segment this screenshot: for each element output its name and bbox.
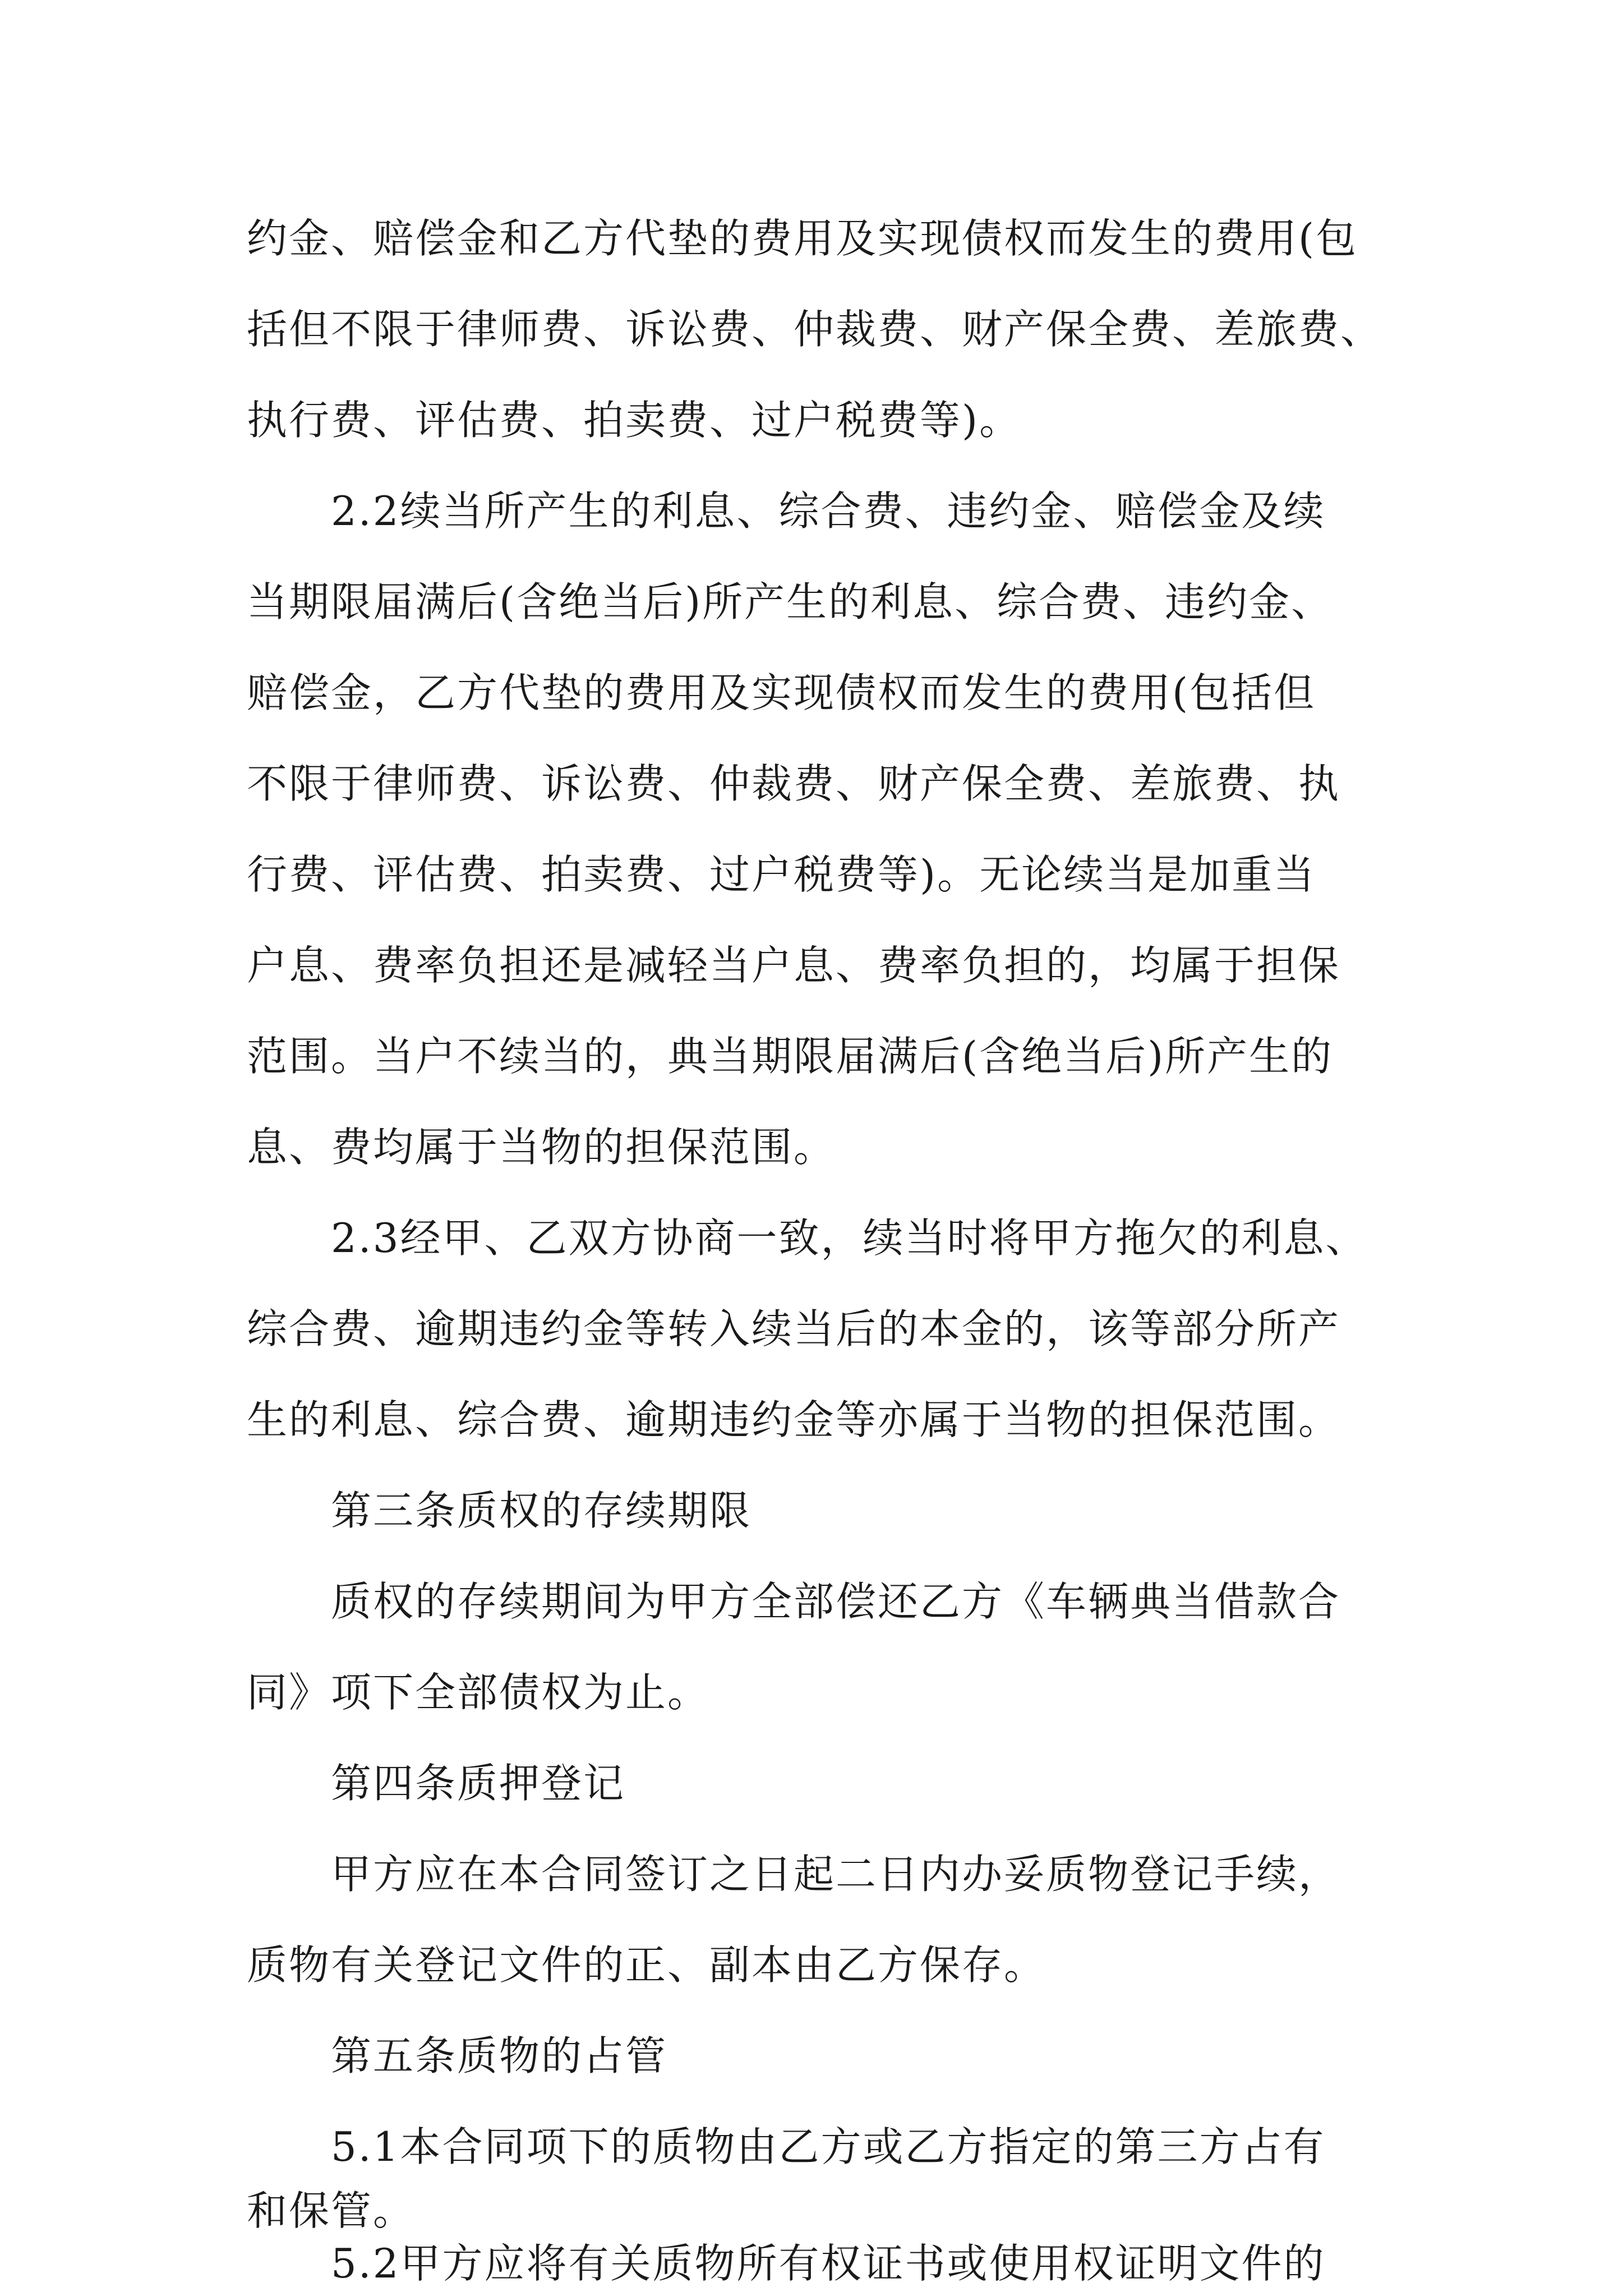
text-line: 生的利息、综合费、逾期违约金等亦属于当物的担保范围。 <box>247 1396 1341 1443</box>
text-line: 质权的存续期间为甲方全部偿还乙方《车辆典当借款合 <box>331 1578 1341 1625</box>
section-heading: 第三条质权的存续期限 <box>331 1487 752 1534</box>
text-line: 户息、费率负担还是减轻当户息、费率负担的，均属于担保 <box>247 942 1341 989</box>
text-line: 当期限届满后(含绝当后)所产生的利息、综合费、违约金、 <box>247 578 1334 625</box>
section-heading: 第四条质押登记 <box>331 1760 626 1807</box>
text-line: 执行费、评估费、拍卖费、过户税费等)。 <box>247 397 1022 444</box>
text-line: 赔偿金，乙方代垫的费用及实现债权而发生的费用(包括但 <box>247 669 1316 716</box>
text-line: 和保管。 <box>247 2187 416 2234</box>
text-line: 2.3经甲、乙双方协商一致，续当时将甲方拖欠的利息、 <box>331 1214 1368 1262</box>
section-heading: 第五条质物的占管 <box>331 2032 668 2079</box>
text-line: 质物有关登记文件的正、副本由乙方保存。 <box>247 1941 1046 1989</box>
text-line: 5.1本合同项下的质物由乙方或乙方指定的第三方占有 <box>331 2123 1326 2170</box>
text-line: 甲方应在本合同签订之日起二日内办妥质物登记手续， <box>331 1851 1341 1898</box>
text-line: 括但不限于律师费、诉讼费、仲裁费、财产保全费、差旅费、 <box>247 306 1383 353</box>
text-line: 5.2甲方应将有关质物所有权证书或使用权证明文件的 <box>331 2240 1326 2287</box>
text-line: 同》项下全部债权为止。 <box>247 1669 710 1716</box>
text-line: 息、费均属于当物的担保范围。 <box>247 1124 836 1171</box>
text-line: 2.2续当所产生的利息、综合费、违约金、赔偿金及续 <box>331 487 1326 535</box>
text-line: 不限于律师费、诉讼费、仲裁费、财产保全费、差旅费、执 <box>247 760 1341 807</box>
text-line: 范围。当户不续当的，典当期限届满后(含绝当后)所产生的 <box>247 1033 1334 1080</box>
text-line: 综合费、逾期违约金等转入续当后的本金的，该等部分所产 <box>247 1305 1341 1352</box>
text-line: 行费、评估费、拍卖费、过户税费等)。无论续当是加重当 <box>247 851 1316 898</box>
text-line: 约金、赔偿金和乙方代垫的费用及实现债权而发生的费用(包 <box>247 215 1358 262</box>
